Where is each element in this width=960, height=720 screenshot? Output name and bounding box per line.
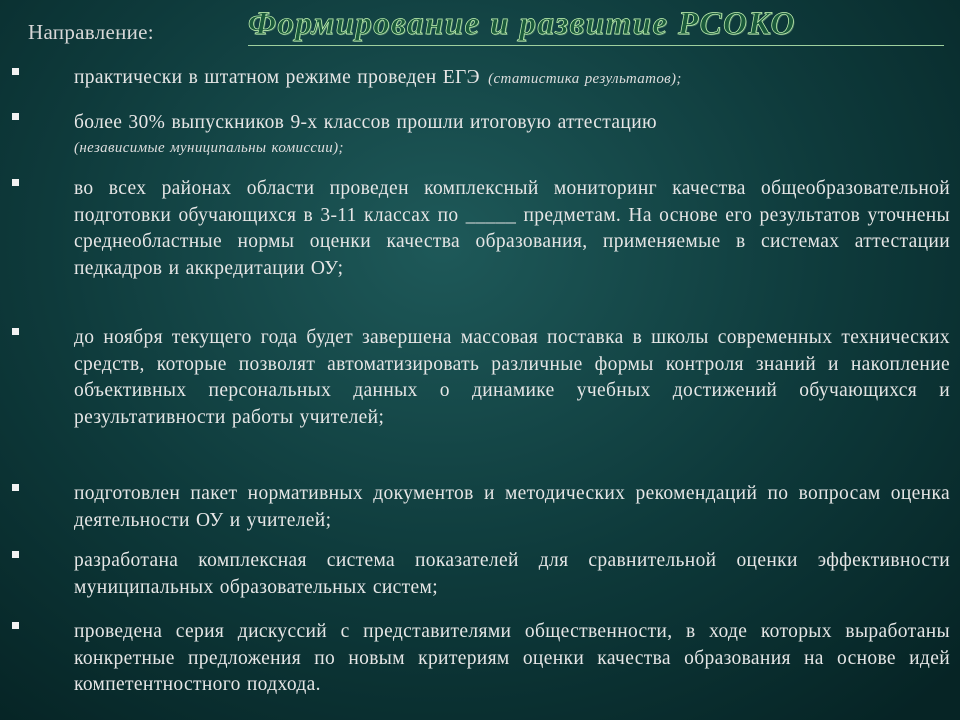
- square-bullet-icon: [12, 113, 19, 120]
- square-bullet-icon: [12, 622, 19, 629]
- bullet-text: разработана комплексная система показателей для сравнительной оценки эффективности муниципальных образовательных систем;: [74, 550, 950, 598]
- square-bullet-icon: [12, 328, 19, 335]
- bullet-note: (независимые муниципальны комиссии);: [74, 139, 344, 156]
- bullet-main-text: более 30% выпускников 9-х классов прошли итоговую аттестацию: [74, 112, 657, 133]
- bullet-text: во всех районах области проведен комплексный мониторинг качества общеобразовательной подготовки обучающихся в 3-11 классах по _____ предметам. На основе его результатов уточнены среднеобластные нормы оценки качества образования, применяемые в системах аттестации педкадров и аккредитации ОУ;: [74, 178, 950, 279]
- bullet-text: [74, 110, 950, 159]
- bullet-text: подготовлен пакет нормативных документов и методических рекомендаций по вопросам оценка деятельности ОУ и учителей;: [74, 483, 950, 531]
- direction-label: Направление:: [28, 20, 154, 44]
- bullet-note: (статистика результатов);: [488, 71, 682, 87]
- square-bullet-icon: [12, 484, 19, 491]
- bullet-text: до ноября текущего года будет завершена массовая поставка в школы современных технических средств, которые позволят автоматизировать различные формы контроля знаний и накопление объективных персональных данных о динамике учебных достижений обучающихся и результативности работы учителей;: [74, 327, 950, 428]
- square-bullet-icon: [12, 551, 19, 558]
- square-bullet-icon: [12, 179, 19, 186]
- bullet-text: проведена серия дискуссий с представителями общественности, в ходе которых выработаны конкретные предложения по новым критериям оценки качества образования на основе идей компетентностного подхода.: [74, 621, 950, 695]
- square-bullet-icon: [12, 68, 19, 75]
- bullet-text: [74, 65, 950, 93]
- slide-title: Формирование и развитие РСОКО: [248, 6, 944, 46]
- bullet-main-text: практически в штатном режиме проведен ЕГЭ: [74, 67, 480, 88]
